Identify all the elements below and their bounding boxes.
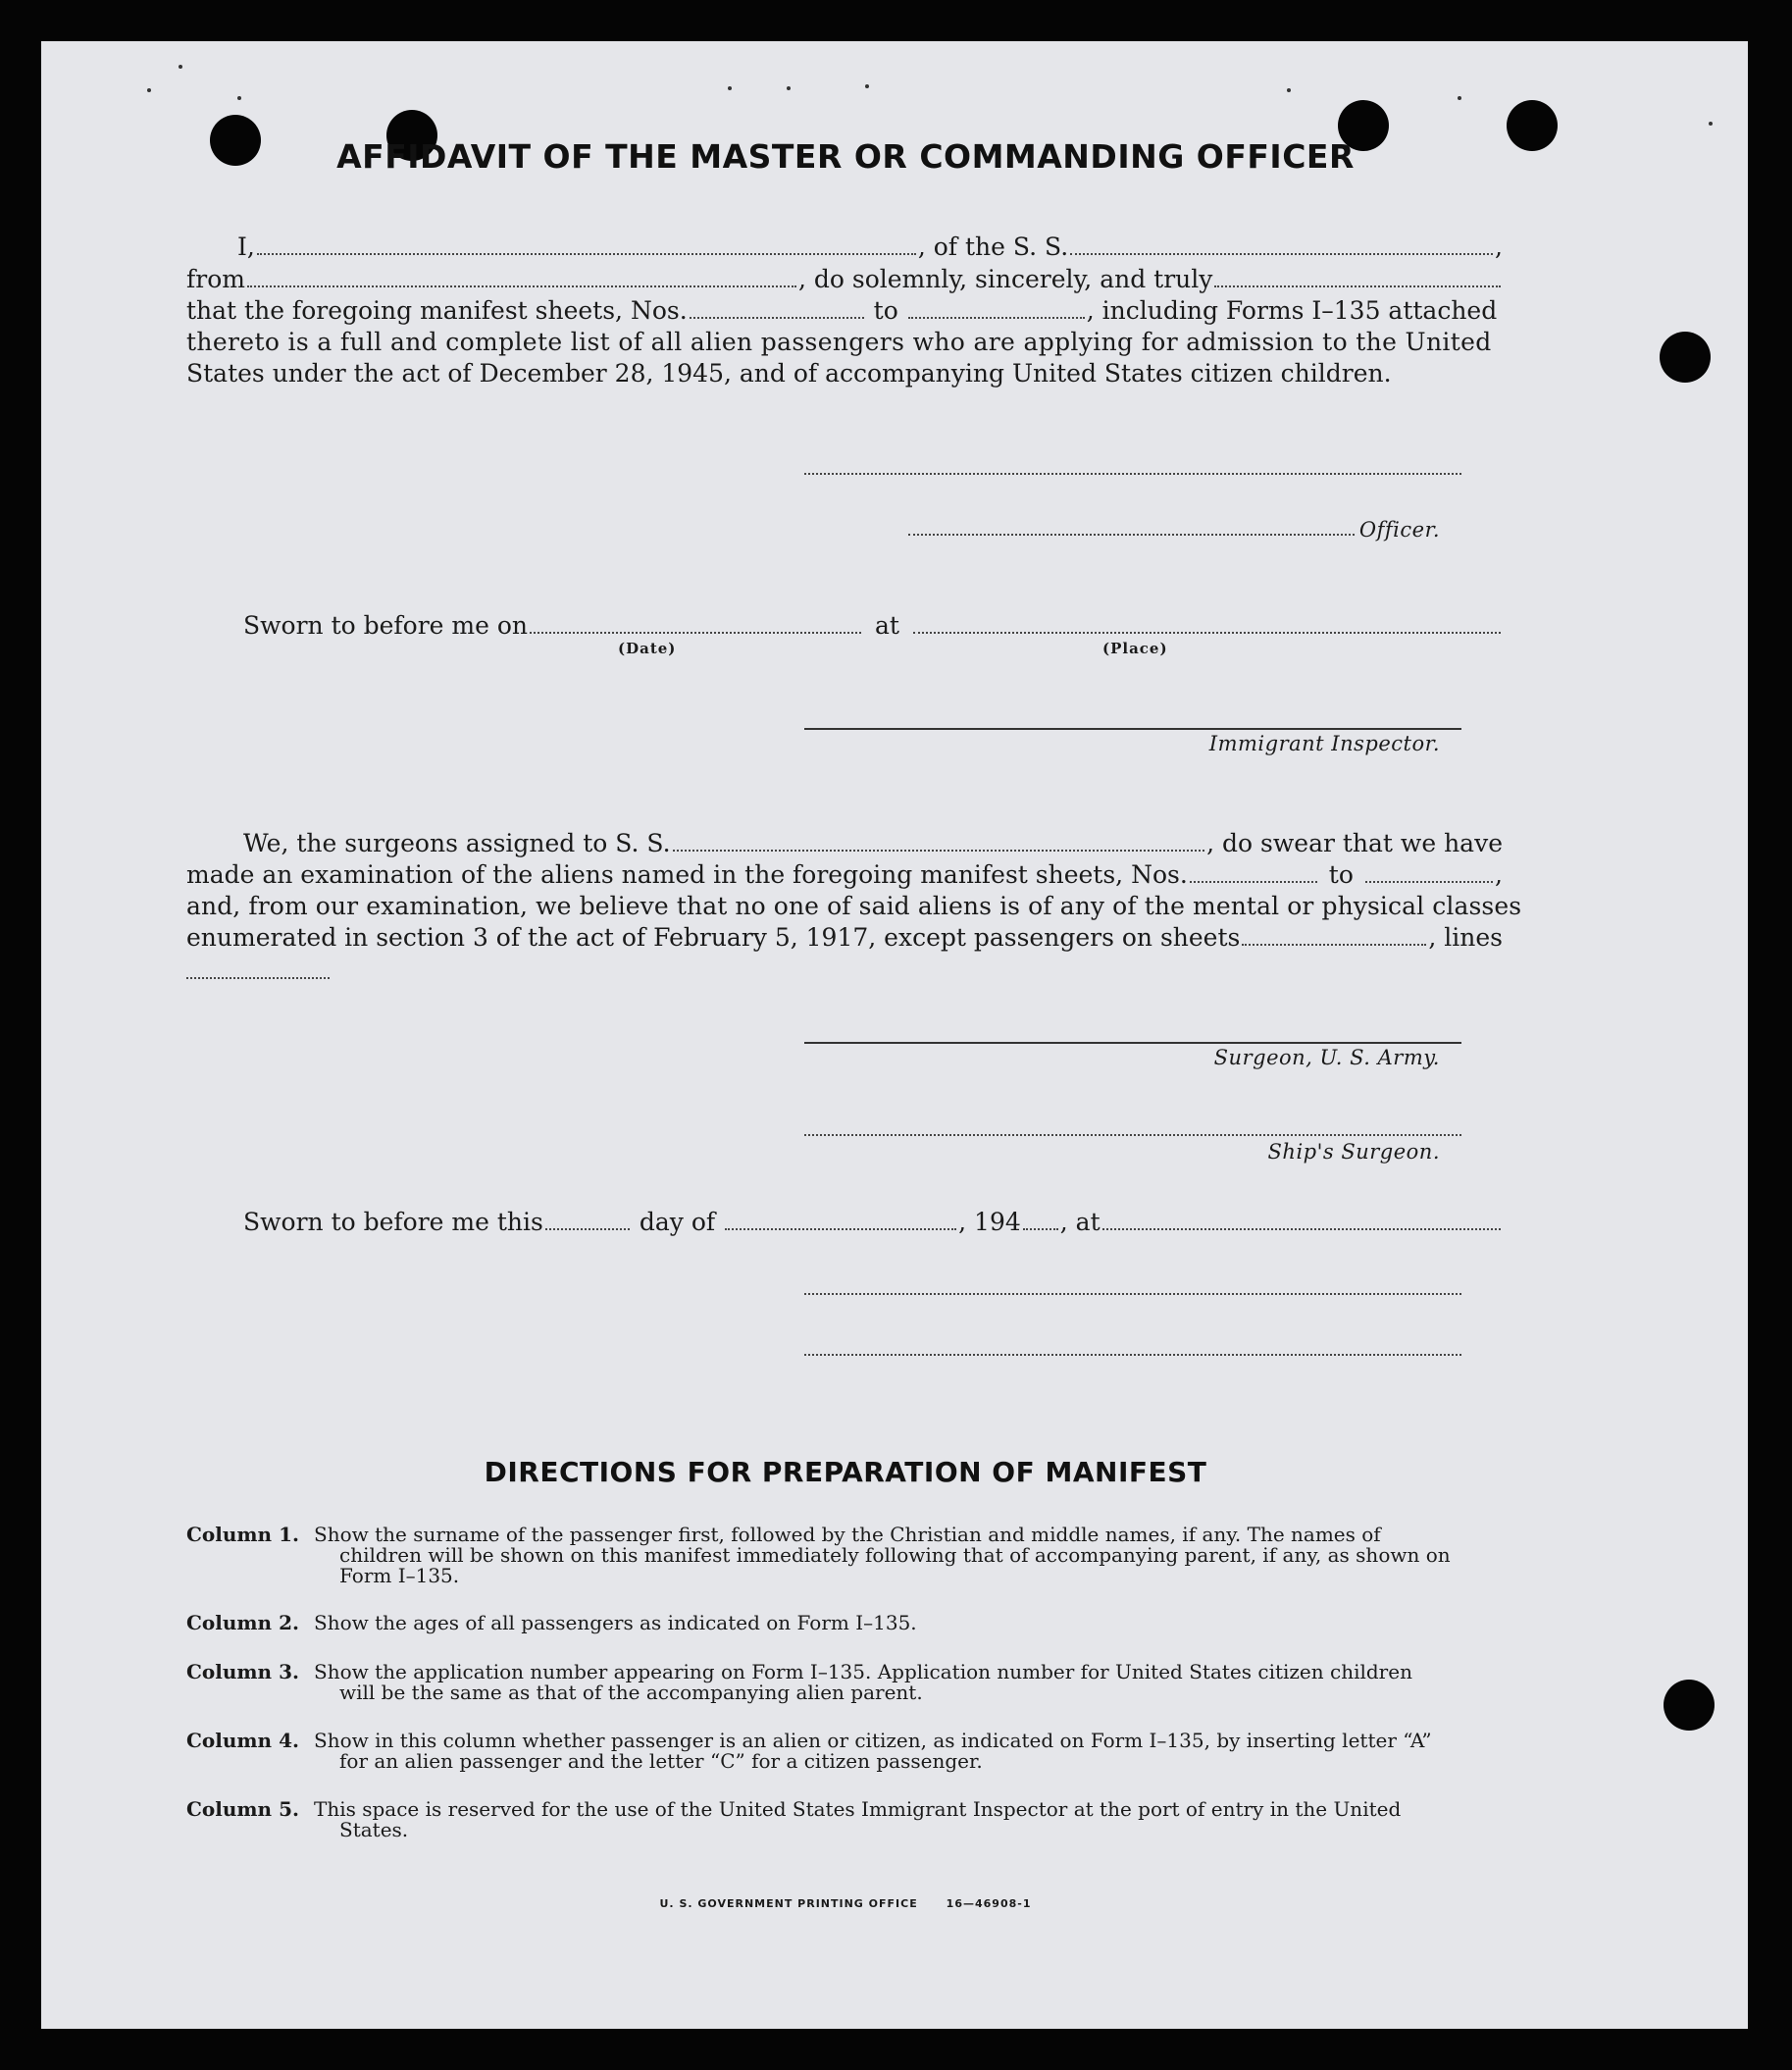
witness-signature-line-2[interactable] [804, 1354, 1461, 1356]
sheet-from-field[interactable] [690, 299, 864, 319]
text: , do solemnly, sincerely, and truly [797, 265, 1213, 293]
printer-footer: U. S. GOVERNMENT PRINTING OFFICE 16—46908-1 [659, 1897, 1032, 1910]
sworn-year-field[interactable] [1023, 1211, 1058, 1230]
direction-column-3 [186, 1662, 1503, 1705]
text: enumerated in section 3 of the act of February 5, 1917, except passengers on sheets [186, 923, 1241, 952]
direction-text [314, 1662, 1503, 1703]
speck [787, 86, 791, 90]
sworn-day-field[interactable] [545, 1211, 630, 1230]
sworn-location-field[interactable] [1102, 1211, 1501, 1230]
master-line-1 [186, 232, 1503, 263]
except-lines-field[interactable] [186, 977, 330, 979]
text: , [1495, 860, 1503, 889]
speck [179, 65, 182, 69]
direction-text-line: This space is reserved for the use of the United States Immigrant Inspector at the port of entry in the United [314, 1797, 1402, 1821]
sworn-month-field[interactable] [725, 1211, 956, 1230]
master-line-4 [186, 327, 1503, 358]
text: Sworn to before me this [243, 1208, 543, 1236]
text: to [873, 296, 898, 325]
date-label: (Date) [618, 640, 677, 657]
text: Sworn to before me on [243, 611, 529, 640]
sheet-to-field[interactable] [908, 299, 1085, 319]
speck [237, 96, 241, 100]
inspector-caption: Immigrant Inspector. [1208, 732, 1440, 755]
oath-field[interactable] [1214, 268, 1501, 287]
sworn-line-2 [186, 1207, 1503, 1238]
direction-label: Column 5. [186, 1797, 299, 1821]
ship-name-field[interactable] [1070, 235, 1493, 255]
master-name-field[interactable] [257, 235, 916, 255]
sworn-place-field[interactable] [913, 614, 1501, 634]
direction-text-line: Show the application number appearing on Form I–135. Application number for United States citizen children [314, 1660, 1412, 1683]
surgeons-sheet-from-field[interactable] [1190, 863, 1317, 883]
text: , 194 [958, 1208, 1021, 1236]
witness-signature-line-1[interactable] [804, 1293, 1461, 1295]
speck [1458, 96, 1461, 100]
direction-label: Column 4. [186, 1729, 299, 1752]
direction-label: Column 3. [186, 1660, 299, 1683]
direction-text-cont: for an alien passenger and the letter “C” for a citizen passenger. [339, 1749, 983, 1773]
surgeons-line-2 [186, 859, 1503, 891]
directions-title: DIRECTIONS FOR PREPARATION OF MANIFEST [484, 1456, 1207, 1488]
inspector-signature-line[interactable] [804, 728, 1461, 730]
punch-hole-right-lower [1664, 1680, 1715, 1731]
direction-text [314, 1799, 1503, 1840]
text: that the foregoing manifest sheets, Nos. [186, 296, 688, 325]
text: I, [237, 233, 255, 261]
speck [1709, 122, 1713, 126]
direction-text-cont: States. [339, 1818, 409, 1841]
direction-label: Column 1. [186, 1523, 299, 1546]
text: and, from our examination, we believe that no one of said aliens is of any of the mental or physical classes [186, 892, 1522, 920]
ship-surgeon-signature-line[interactable] [804, 1134, 1461, 1136]
army-surgeon-caption: Surgeon, U. S. Army. [1213, 1046, 1440, 1069]
place-label: (Place) [1102, 640, 1168, 657]
sworn-line-1 [186, 610, 1503, 642]
direction-text-cont: children will be shown on this manifest immediately following that of accompanying parent, if any, as shown on Form I–135. [339, 1543, 1451, 1587]
master-line-5 [186, 358, 1503, 389]
surgeons-sheet-to-field[interactable] [1365, 863, 1493, 883]
master-line-2 [186, 264, 1503, 295]
text: , including Forms I–135 attached [1086, 296, 1498, 325]
speck [865, 84, 869, 88]
text: States under the act of December 28, 1945, and of accompanying United States citizen children. [186, 359, 1392, 388]
text: We, the surgeons assigned to S. S. [243, 829, 671, 857]
surgeons-ship-field[interactable] [673, 832, 1205, 852]
text: at [875, 611, 899, 640]
direction-text-line: Show in this column whether passenger is an alien or citizen, as indicated on Form I–135, by inserting letter “A” [314, 1729, 1432, 1752]
port-from-field[interactable] [247, 268, 796, 287]
text: from [186, 265, 245, 293]
punch-hole-right-upper [1660, 332, 1711, 383]
direction-label: Column 2. [186, 1611, 299, 1634]
surgeons-line-3 [186, 891, 1522, 922]
text: , do swear that we have [1206, 829, 1503, 857]
surgeons-line-4 [186, 922, 1503, 954]
except-sheets-field[interactable] [1242, 926, 1426, 946]
master-line-3 [186, 295, 1503, 327]
direction-column-4 [186, 1731, 1503, 1774]
speck [728, 86, 732, 90]
text: to [1328, 860, 1354, 889]
form-sheet [41, 41, 1748, 2029]
direction-column-1 [186, 1525, 1503, 1589]
sworn-date-field[interactable] [530, 614, 861, 634]
direction-text-cont: will be the same as that of the accompanying alien parent. [339, 1681, 923, 1704]
text: day of [639, 1208, 716, 1236]
page-title: AFFIDAVIT OF THE MASTER OR COMMANDING OFFICER [336, 137, 1355, 176]
direction-column-2 [186, 1613, 1503, 1634]
speck [147, 88, 151, 92]
speck [1287, 88, 1291, 92]
ship-surgeon-caption: Ship's Surgeon. [1267, 1140, 1440, 1164]
direction-text [314, 1613, 1503, 1633]
text: , lines [1428, 923, 1503, 952]
master-signature-line[interactable] [804, 473, 1461, 475]
text: , at [1059, 1208, 1101, 1236]
text: , of the S. S. [917, 233, 1069, 261]
direction-column-5 [186, 1799, 1503, 1842]
army-surgeon-signature-line[interactable] [804, 1042, 1461, 1044]
text: made an examination of the aliens named in the foregoing manifest sheets, Nos. [186, 860, 1188, 889]
surgeons-line-1 [186, 828, 1503, 859]
direction-text [314, 1731, 1503, 1772]
direction-text-line: Show the ages of all passengers as indicated on Form I–135. [314, 1611, 917, 1634]
officer-caption: Officer. [1358, 518, 1440, 542]
text: , [1495, 233, 1503, 261]
direction-text [314, 1525, 1503, 1586]
text: thereto is a full and complete list of all alien passengers who are applying for admission to the United [186, 328, 1492, 356]
direction-text-line: Show the surname of the passenger first, followed by the Christian and middle names, if any. The names of [314, 1523, 1381, 1546]
